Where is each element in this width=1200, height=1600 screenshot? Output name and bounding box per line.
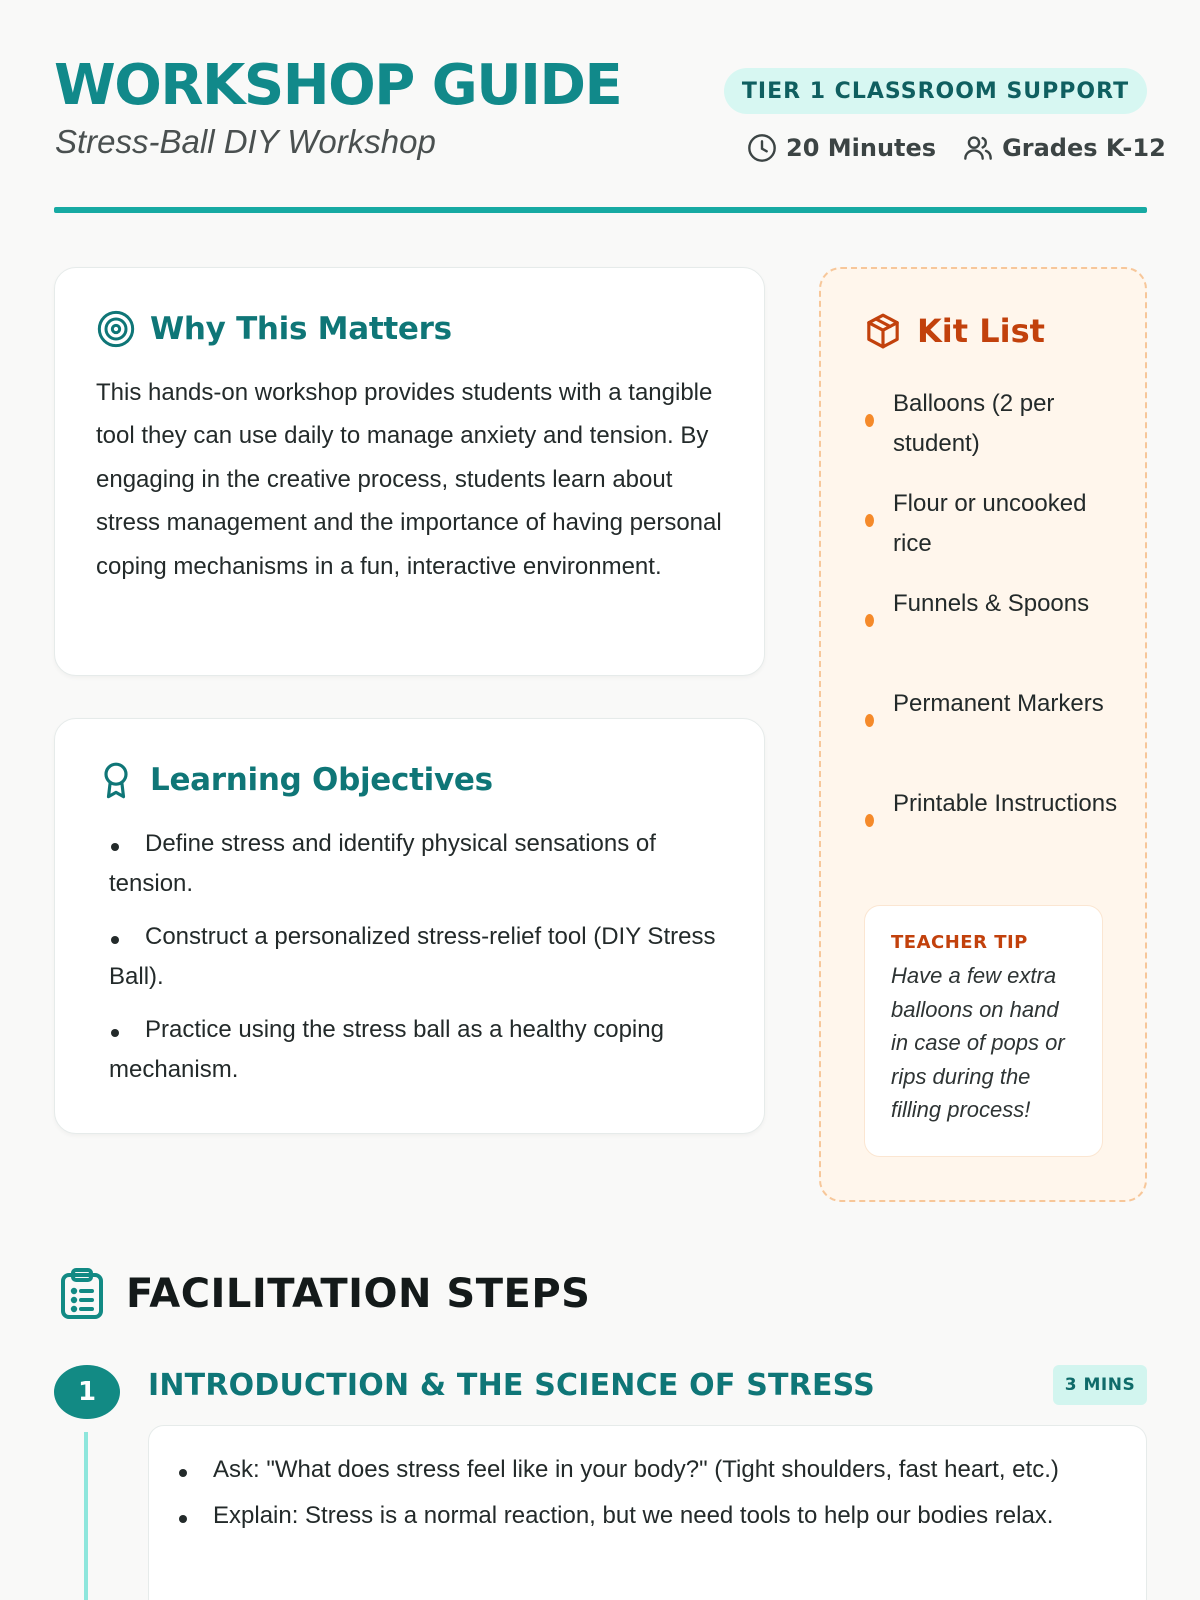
why-card — [54, 267, 765, 676]
users-icon — [962, 132, 994, 164]
duration-meta — [746, 132, 936, 164]
clock-icon — [746, 132, 778, 164]
bullet-dot — [865, 714, 874, 727]
target-icon — [96, 309, 136, 349]
objectives-list — [109, 824, 729, 1103]
step-bullets — [177, 1450, 1107, 1542]
list-item: Printable Instructions — [863, 784, 1123, 884]
list-item: Funnels & Spoons — [863, 584, 1123, 684]
header-divider — [54, 207, 1147, 213]
grades-text: Grades K-12 — [1002, 134, 1166, 162]
list-item: Define stress and identify physical sensations of tension. — [109, 830, 656, 897]
list-item: Construct a personalized stress-relief tool (DIY Stress Ball). — [109, 923, 716, 990]
list-item: Practice using the stress ball as a healthy coping mechanism. — [109, 1016, 664, 1083]
tip-text: Have a few extra balloons on hand in case of pops or rips during the filling process! — [891, 963, 1065, 1122]
step-title: INTRODUCTION & THE SCIENCE OF STRESS — [148, 1368, 875, 1403]
step-number: 1 — [54, 1365, 120, 1419]
step-card — [148, 1425, 1147, 1600]
package-icon — [863, 311, 903, 351]
page-subtitle: Stress-Ball DIY Workshop — [55, 123, 436, 160]
step-time-badge: 3 MINS — [1053, 1365, 1147, 1405]
teacher-tip — [864, 905, 1103, 1157]
objectives-card — [54, 718, 765, 1134]
list-item: Flour or uncooked rice — [863, 484, 1123, 584]
steps-heading — [58, 1267, 590, 1321]
why-heading — [96, 309, 452, 349]
kit-list-panel — [819, 267, 1147, 1202]
step-timeline — [84, 1432, 88, 1600]
objectives-heading — [96, 760, 493, 800]
kit-heading — [863, 311, 1045, 351]
page-title: WORKSHOP GUIDE — [54, 53, 622, 118]
steps-heading-text: FACILITATION STEPS — [126, 1271, 591, 1317]
meta-row — [746, 128, 1166, 168]
list-item: Balloons (2 per student) — [863, 384, 1123, 484]
award-icon — [96, 760, 136, 800]
why-body: This hands-on workshop provides students with a tangible tool they can use daily to manage anxiety and tension. By engaging in the creative process, students learn about stress management and the importance of having personal coping mechanisms in a fun, interactive environment. — [96, 379, 722, 580]
tip-label: TEACHER TIP — [891, 932, 1028, 953]
list-item: Ask: "What does stress feel like in your body?" (Tight shoulders, fast heart, etc.) — [213, 1456, 1059, 1483]
list-item: Explain: Stress is a normal reaction, but we need tools to help our bodies relax. — [213, 1502, 1054, 1529]
bullet-dot — [865, 414, 874, 427]
kit-items — [863, 384, 1123, 884]
bullet-dot — [865, 814, 874, 827]
list-item: Permanent Markers — [863, 684, 1123, 784]
tier-badge: TIER 1 CLASSROOM SUPPORT — [724, 68, 1147, 114]
duration-text: 20 Minutes — [786, 134, 937, 162]
why-heading-text: Why This Matters — [150, 311, 452, 347]
kit-heading-text: Kit List — [917, 312, 1045, 350]
clipboard-list-icon — [58, 1267, 106, 1321]
grades-meta — [962, 132, 1166, 164]
bullet-dot — [865, 514, 874, 527]
bullet-dot — [865, 614, 874, 627]
objectives-heading-text: Learning Objectives — [150, 762, 493, 798]
